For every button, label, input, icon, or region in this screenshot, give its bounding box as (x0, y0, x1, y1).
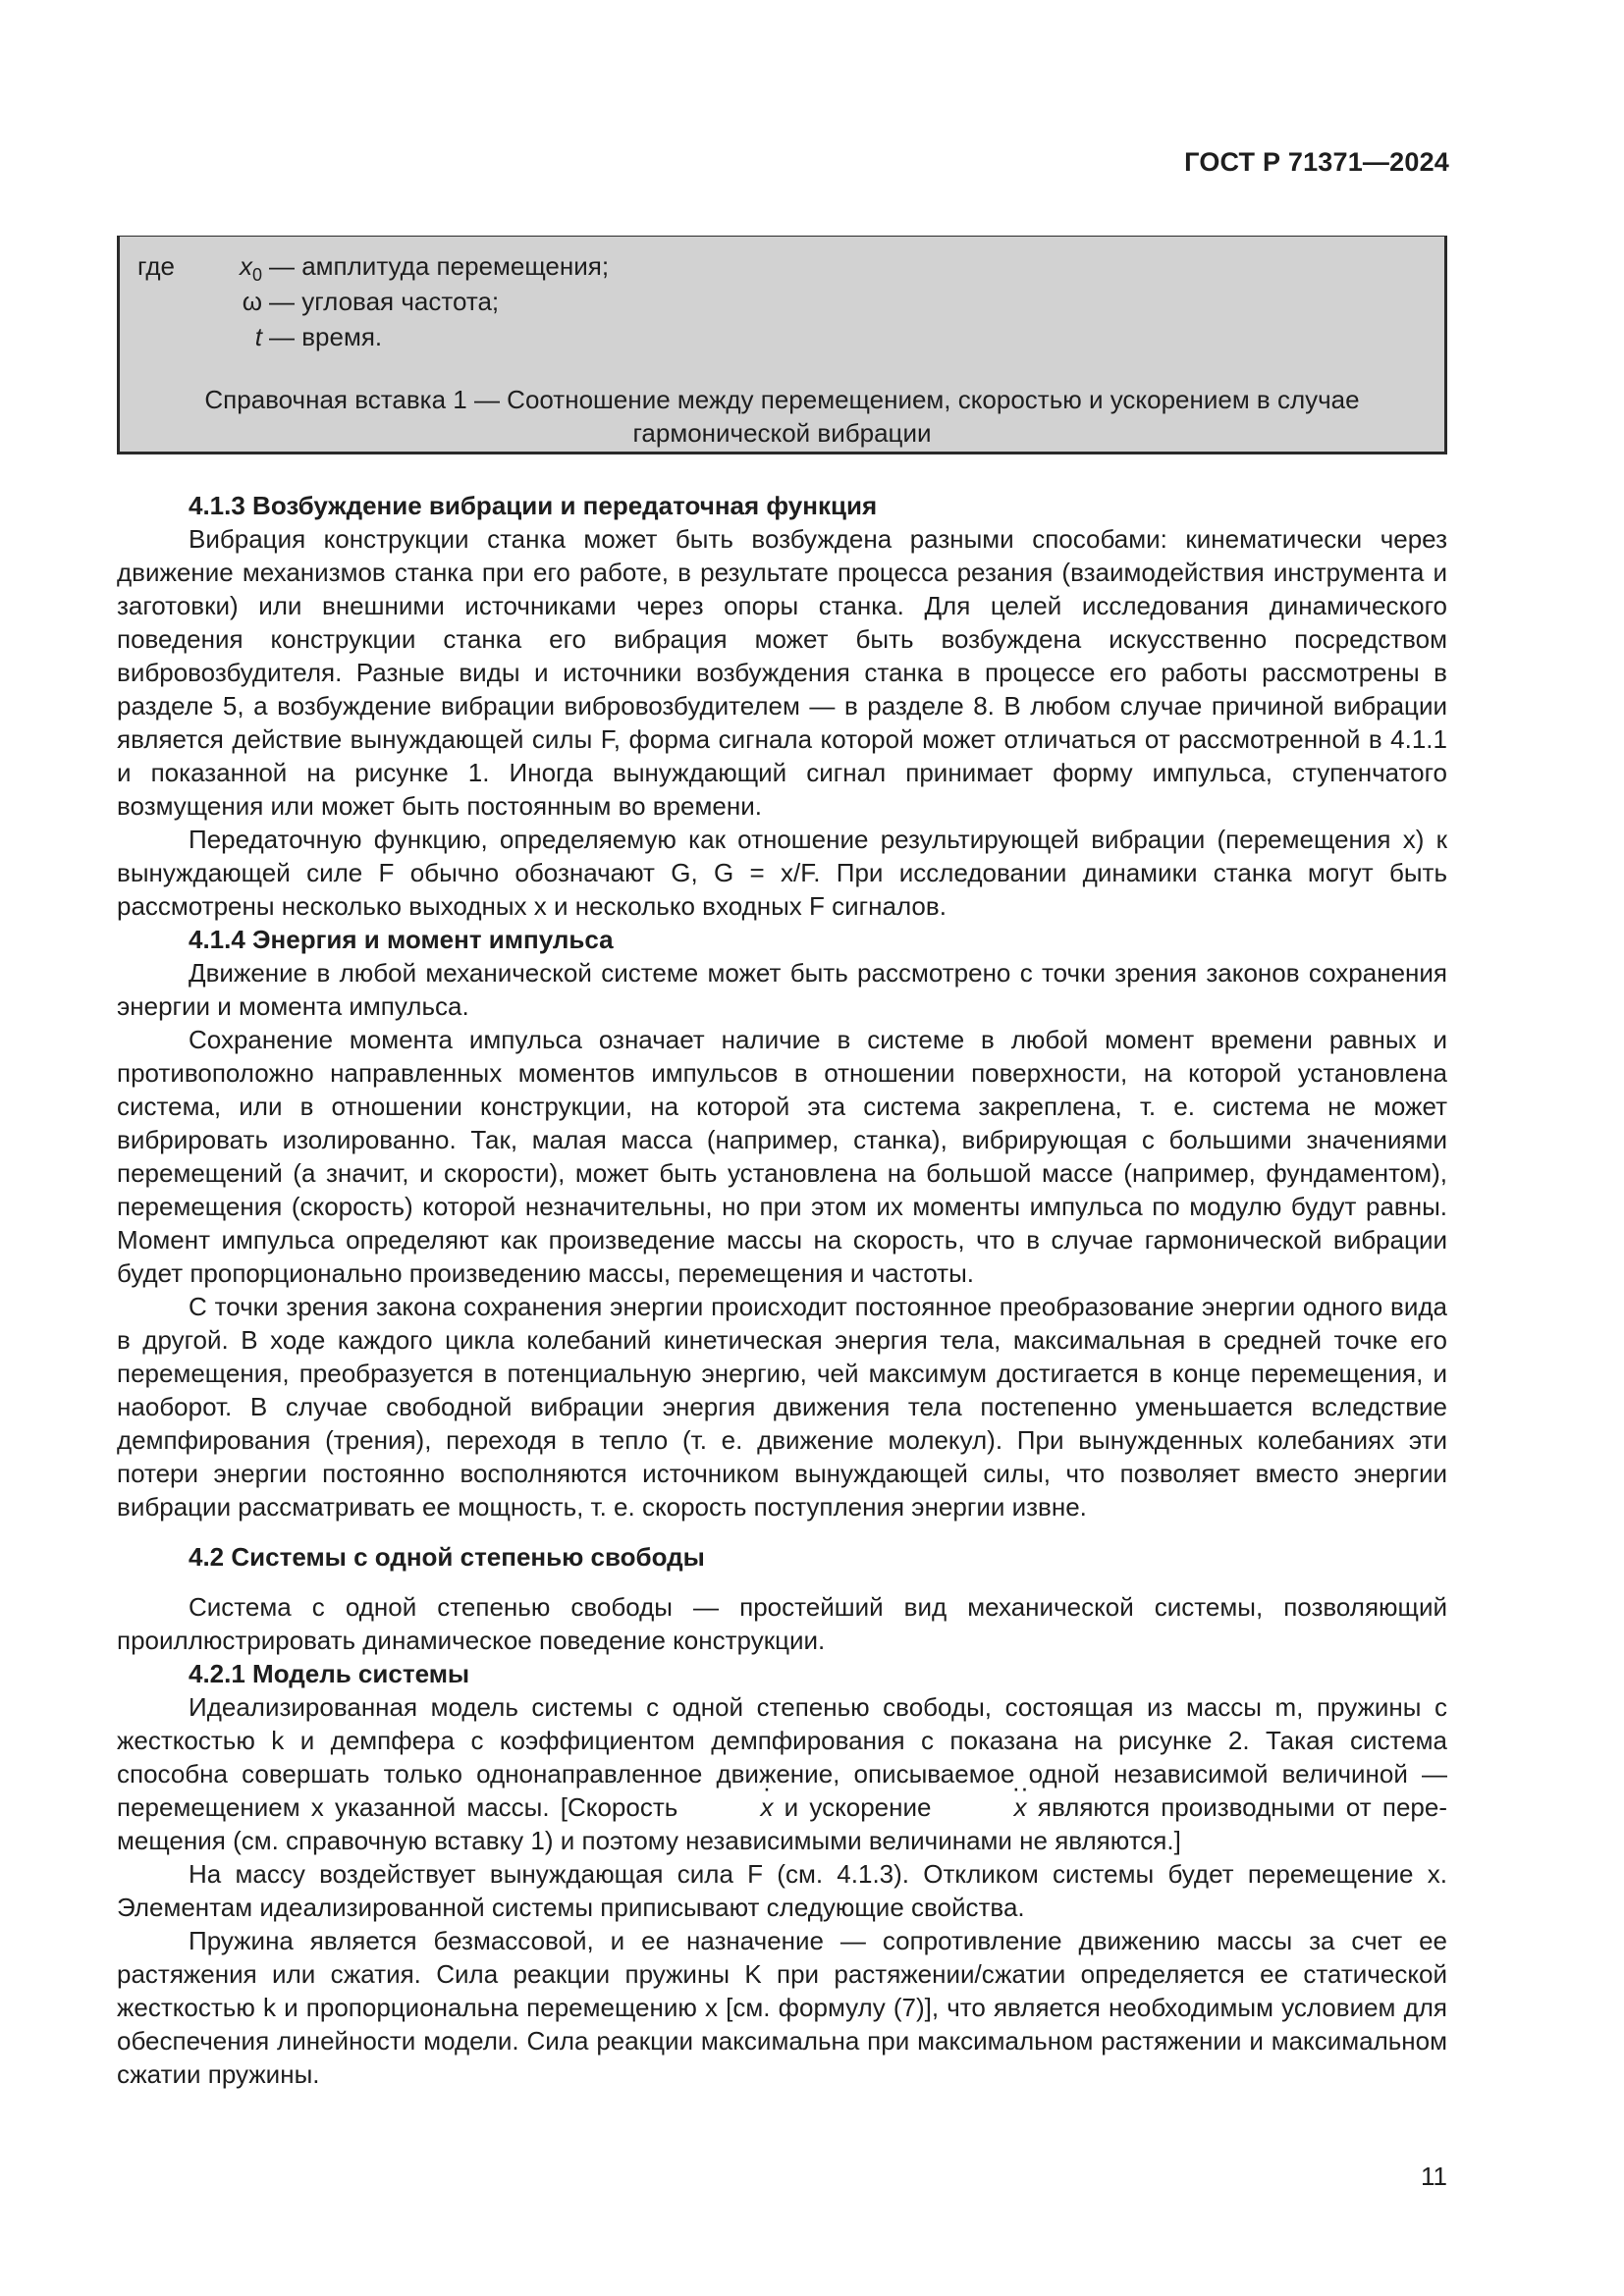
legend-prefix: где (137, 251, 175, 281)
legend-symbol-x0: $x_0$ (239, 251, 262, 286)
paragraph-4-2-1-1: Идеализированная модель системы с одной степенью свободы, состоящая из массы m, пружины с жесткостью k и демпфера с коэффициентом демпфирования c показана на рисунке 2. Такая система способна совершать только однонаправленное движение, описываемое одной независимой величиной — перемещением x указанной массы. [Скорость · x и ускорение ·· x являются производными от перемещения (см. справочную вставку 1) и поэтому независимыми величинами не являются.] (117, 1690, 1447, 1857)
inset-caption (120, 383, 1444, 450)
inset-caption-line-2: гармонической вибрации (632, 418, 932, 448)
legend-text-amplitude: — амплитуда перемещения; (269, 251, 610, 281)
page-number: 11 (1421, 2162, 1447, 2191)
paragraph-4-1-3-1: Вибрация конструкции станка может быть возбуждена разными способами: кинематически через движение механизмов станка при его работе, в результате процесса резания (взаимодействия инструмента и заготовки) или внешними источниками через опоры станка. Для целей исследования динамического поведения конструкции станка его вибрация может быть возбуждена искусственно посредством вибровозбудителя. Разные виды и источники возбуждения станка в процессе его работы рассмотрены в разделе 5, а возбуждение вибрации вибровозбудителем — в разделе 8. В любом случае причиной вибрации является действие вынуждающей силы F, форма сигнала которой может отличаться от рассмотренной в 4.1.1 и показанной на рисунке 1. Иногда вынуждающий сигнал принимает форму импульса, ступенчатого возмущения или может быть постоянным во времени. (117, 524, 1447, 821)
document-header: ГОСТ Р 71371—2024 (1184, 147, 1449, 177)
paragraph-4-2-1-2: На массу воздействует вынуждающая сила F (см. 4.1.3). Откликом системы будет перемещение x. Элементам идеализированной системы приписывают следующие свойства. (117, 1859, 1447, 1922)
paragraph-4-1-4-2: Сохранение момента импульса означает наличие в системе в любой момент времени равных и противоположно направленных моментов импульсов в отношении поверхности, на которой установлена система, или в отношении конструкции, на которой эта система закреплена, т. е. система не может вибрировать изолированно. Так, малая масса (например, станка), вибрирующая с большими значениями перемещений (а значит, и скорости), может быть установлена на большой массе (например, фундаментом), перемещения (скорость) которой незначительны, но при этом их моменты импульса по модулю будут равны. Момент импульса определяют как произведение массы на скорость, что в случае гармонической вибрации будет пропорционально произведению массы, перемещения и частоты. (117, 1025, 1447, 1288)
paragraph-4-2-1: Система с одной степенью свободы — простейший вид механической системы, позволяющий проиллюстрировать динамическое поведение конструкции. (117, 1592, 1447, 1655)
heading-4-2: 4.2 Системы с одной степенью свободы (189, 1542, 705, 1572)
paragraph-4-2-1-3: Пружина является безмассовой, и ее назначение — сопротивление движению массы за счет ее растяжения или сжатия. Сила реакции пружины K при растяжении/сжатии определяется ее статической жесткостью k и пропорциональна перемещению x [см. формулу (7)], что является необходимым условием для обеспечения линейности модели. Сила реакции максимальна при максимальном растяжении и максимальном сжатии пружины. (117, 1926, 1447, 2089)
acceleration-symbol: ·· x (943, 1790, 1027, 1824)
legend-row-omega (137, 284, 262, 319)
paragraph-4-1-4-1: Движение в любой механической системе может быть рассмотрено с точки зрения законов сохранения энергии и момента импульса. (117, 958, 1447, 1021)
paragraph-4-1-3-2: Передаточную функцию, определяемую как отношение результирующей вибрации (перемещения x) к вынуждающей силе F обычно обозначают G, G = x/F. При исследовании динамики станка могут быть рассмотрены несколько выходных x и несколько входных F сигналов. (117, 825, 1447, 921)
legend-row-time (137, 319, 262, 354)
heading-4-1-3: 4.1.3 Возбуждение вибрации и передаточная функция (189, 491, 878, 520)
legend-prefix-row (137, 248, 262, 284)
heading-4-2-1: 4.2.1 Модель системы (189, 1659, 470, 1688)
legend-text-frequency: — угловая частота; (269, 287, 500, 316)
document-body (117, 489, 1447, 2091)
inset-caption-line-1: Справочная вставка 1 — Соотношение между перемещением, скоростью и ускорением в случае (204, 385, 1360, 414)
velocity-symbol: · x (688, 1790, 773, 1824)
reference-inset (117, 236, 1447, 454)
legend-symbol-omega: ω (242, 287, 262, 316)
paragraph-4-1-4-3: С точки зрения закона сохранения энергии происходит постоянное преобразование энергии одного вида в другой. В ходе каждого цикла колебаний кинетическая энергия тела, максимальная в средней точке его перемещения, преобразуется в потенциальную энергию, чей максимум достигается в конце перемещения, и наоборот. В случае свободной вибрации энергия движения тела постепенно уменьшается вследствие демпфирования (трения), переходя в тепло (т. е. движение молекул). При вынужденных колебаниях эти потери энергии постоянно восполняются источником вынуждающей силы, что позволяет вместо энергии вибрации рассматривать ее мощность, т. е. скорость поступления энергии извне. (117, 1292, 1447, 1522)
legend-symbol-t: t (254, 322, 262, 351)
legend-text-time: — время. (269, 322, 383, 351)
heading-4-1-4: 4.1.4 Энергия и момент импульса (189, 925, 614, 954)
